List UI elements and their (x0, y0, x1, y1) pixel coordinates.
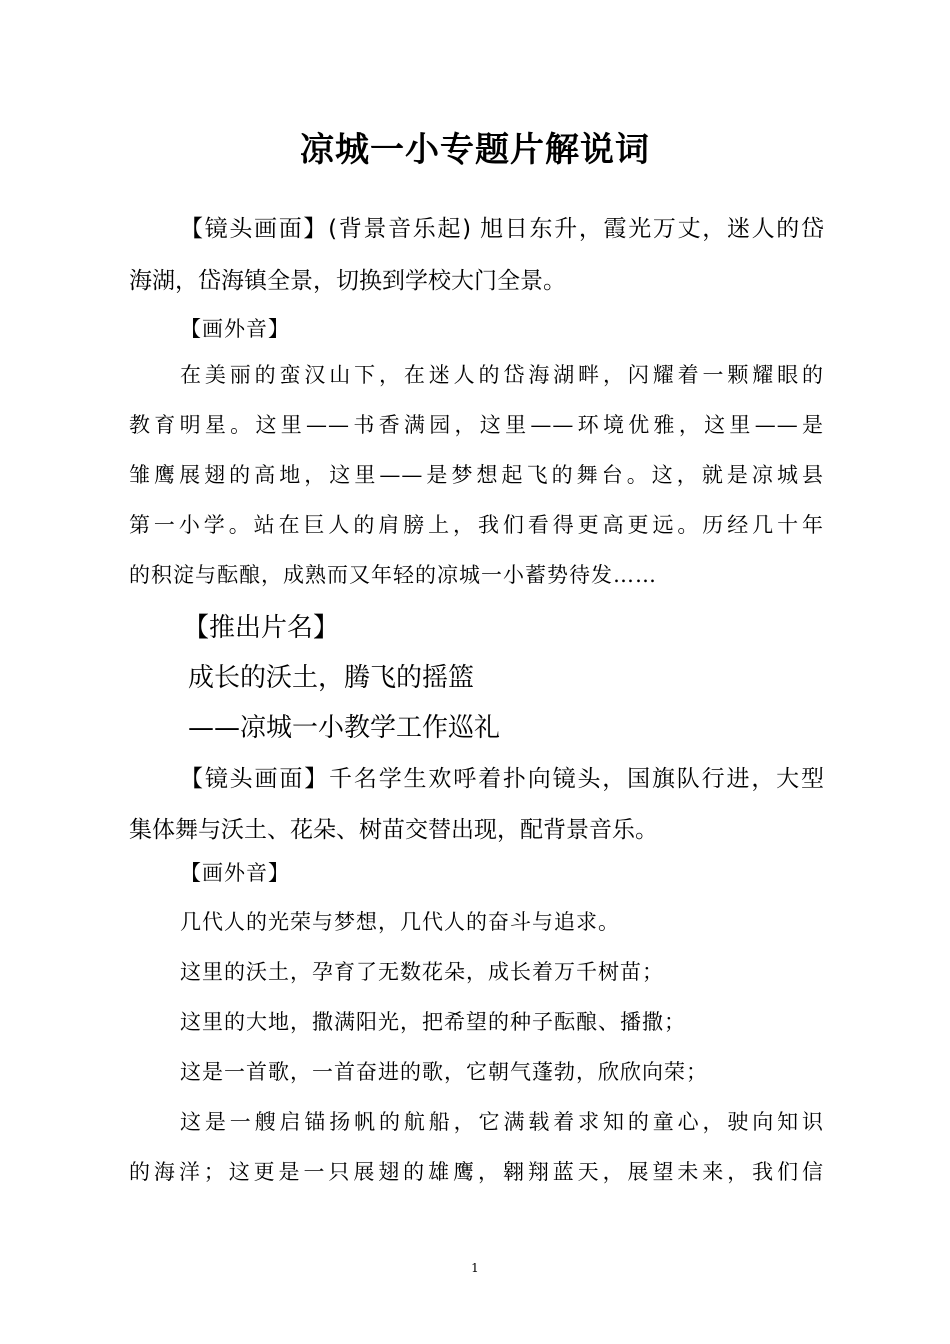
film-subtitle: ——凉城一小教学工作巡礼 (188, 713, 501, 743)
document-title: 凉城一小专题片解说词 (300, 130, 650, 170)
voiceover-2-line-4: 这是一首歌，一首奋进的歌，它朝气蓬勃，欣欣向荣； (180, 1060, 708, 1084)
shot-description-1-line-2: 海湖，岱海镇全景，切换到学校大门全景。 (129, 268, 566, 294)
voiceover-2-line-3: 这里的大地，撒满阳光，把希望的种子酝酿、播撒； (180, 1010, 686, 1034)
film-title: 成长的沃土，腾飞的摇篮 (188, 663, 475, 693)
voiceover-2-line-2: 这里的沃土，孕育了无数花朵，成长着万千树苗； (180, 960, 664, 984)
voiceover-2-line-5: 这是一艘启锚扬帆的航船，它满载着求知的童心，驶向知识 (180, 1110, 824, 1134)
page-number: 1 (471, 1261, 479, 1275)
voiceover-1-line-2: 教育明星。这里——书香满园，这里——环境优雅，这里——是 (129, 413, 824, 437)
voiceover-1-line-5: 的积淀与酝酿，成熟而又年轻的凉城一小蓄势待发…… (129, 563, 657, 587)
voiceover-1-line-3: 雏鹰展翅的高地，这里——是梦想起飞的舞台。这，就是凉城县 (129, 463, 824, 487)
voiceover-1-line-1: 在美丽的蛮汉山下，在迷人的岱海湖畔，闪耀着一颗耀眼的 (180, 363, 824, 387)
voiceover-heading-1: 【画外音】 (180, 317, 290, 341)
voiceover-heading-2: 【画外音】 (180, 861, 290, 885)
shot-description-2-line-2: 集体舞与沃土、花朵、树苗交替出现，配背景音乐。 (129, 817, 658, 843)
shot-description-2-line-1: 【镜头画面】千名学生欢呼着扑向镜头，国旗队行进，大型 (180, 766, 824, 792)
voiceover-1-line-4: 第一小学。站在巨人的肩膀上，我们看得更高更远。历经几十年 (129, 513, 824, 537)
voiceover-2-line-6: 的海洋；这更是一只展翅的雄鹰，翱翔蓝天，展望未来，我们信 (129, 1160, 824, 1184)
shot-description-1-line-1: 【镜头画面】(背景音乐起) 旭日东升，霞光万丈，迷人的岱 (180, 216, 824, 242)
film-title-heading: 【推出片名】 (183, 613, 340, 643)
voiceover-2-line-1: 几代人的光荣与梦想，几代人的奋斗与追求。 (180, 910, 620, 934)
